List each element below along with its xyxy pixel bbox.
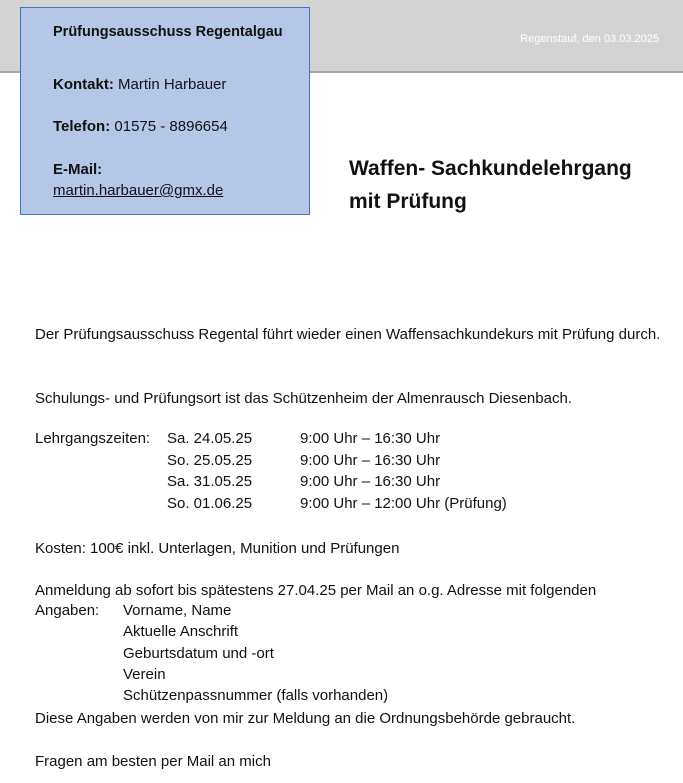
contact-name: Martin Harbauer xyxy=(118,76,227,93)
title-line-1: Waffen- Sachkundelehrgang xyxy=(349,157,632,180)
required-info-item: Geburtsdatum und -ort xyxy=(123,645,274,662)
email-label: E-Mail: xyxy=(53,161,103,178)
schedule-time: 9:00 Uhr – 16:30 Uhr xyxy=(300,473,441,490)
phone-number: 01575 - 8896654 xyxy=(114,118,228,135)
phone-row xyxy=(53,118,228,135)
required-info-item: Schützenpassnummer (falls vorhanden) xyxy=(123,687,389,704)
organization-name: Prüfungsausschuss Regentalgau xyxy=(53,24,283,40)
location-paragraph: Schulungs- und Prüfungsort ist das Schützenheim der Almenrausch Diesenbach. xyxy=(35,390,572,407)
registration-note: Diese Angaben werden von mir zur Meldung an die Ordnungsbehörde gebraucht. xyxy=(35,710,576,727)
registration-intro: Anmeldung ab sofort bis spätestens 27.04.25 per Mail an o.g. Adresse mit folgenden xyxy=(35,582,597,599)
contact-box xyxy=(20,7,310,215)
contact-label: Kontakt: xyxy=(53,76,114,93)
document-title xyxy=(349,152,632,218)
schedule-time: 9:00 Uhr – 16:30 Uhr xyxy=(300,430,441,447)
schedule-date: Sa. 24.05.25 xyxy=(167,430,253,447)
schedule-label: Lehrgangszeiten: xyxy=(35,430,151,447)
title-line-2: mit Prüfung xyxy=(349,190,467,213)
required-info-item: Aktuelle Anschrift xyxy=(123,623,239,640)
contact-person-row xyxy=(53,76,226,93)
document-date: Regenstauf, den 03.03.2025 xyxy=(520,33,659,45)
questions-line: Fragen am besten per Mail an mich xyxy=(35,753,271,770)
required-info-item: Vorname, Name xyxy=(123,602,232,619)
costs-line: Kosten: 100€ inkl. Unterlagen, Munition und Prüfungen xyxy=(35,540,400,557)
schedule-time: 9:00 Uhr – 16:30 Uhr xyxy=(300,452,441,469)
required-info-label: Angaben: xyxy=(35,602,100,619)
schedule-time: 9:00 Uhr – 12:00 Uhr (Prüfung) xyxy=(300,495,507,512)
intro-paragraph: Der Prüfungsausschuss Regental führt wieder einen Waffensachkundekurs mit Prüfung durch. xyxy=(35,326,661,343)
email-label-row xyxy=(53,161,102,178)
required-info-item: Verein xyxy=(123,666,166,683)
schedule-date: So. 25.05.25 xyxy=(167,452,253,469)
phone-label: Telefon: xyxy=(53,118,111,135)
email-link[interactable]: martin.harbauer@gmx.de xyxy=(53,182,224,199)
schedule-date: Sa. 31.05.25 xyxy=(167,473,253,490)
schedule-date: So. 01.06.25 xyxy=(167,495,253,512)
